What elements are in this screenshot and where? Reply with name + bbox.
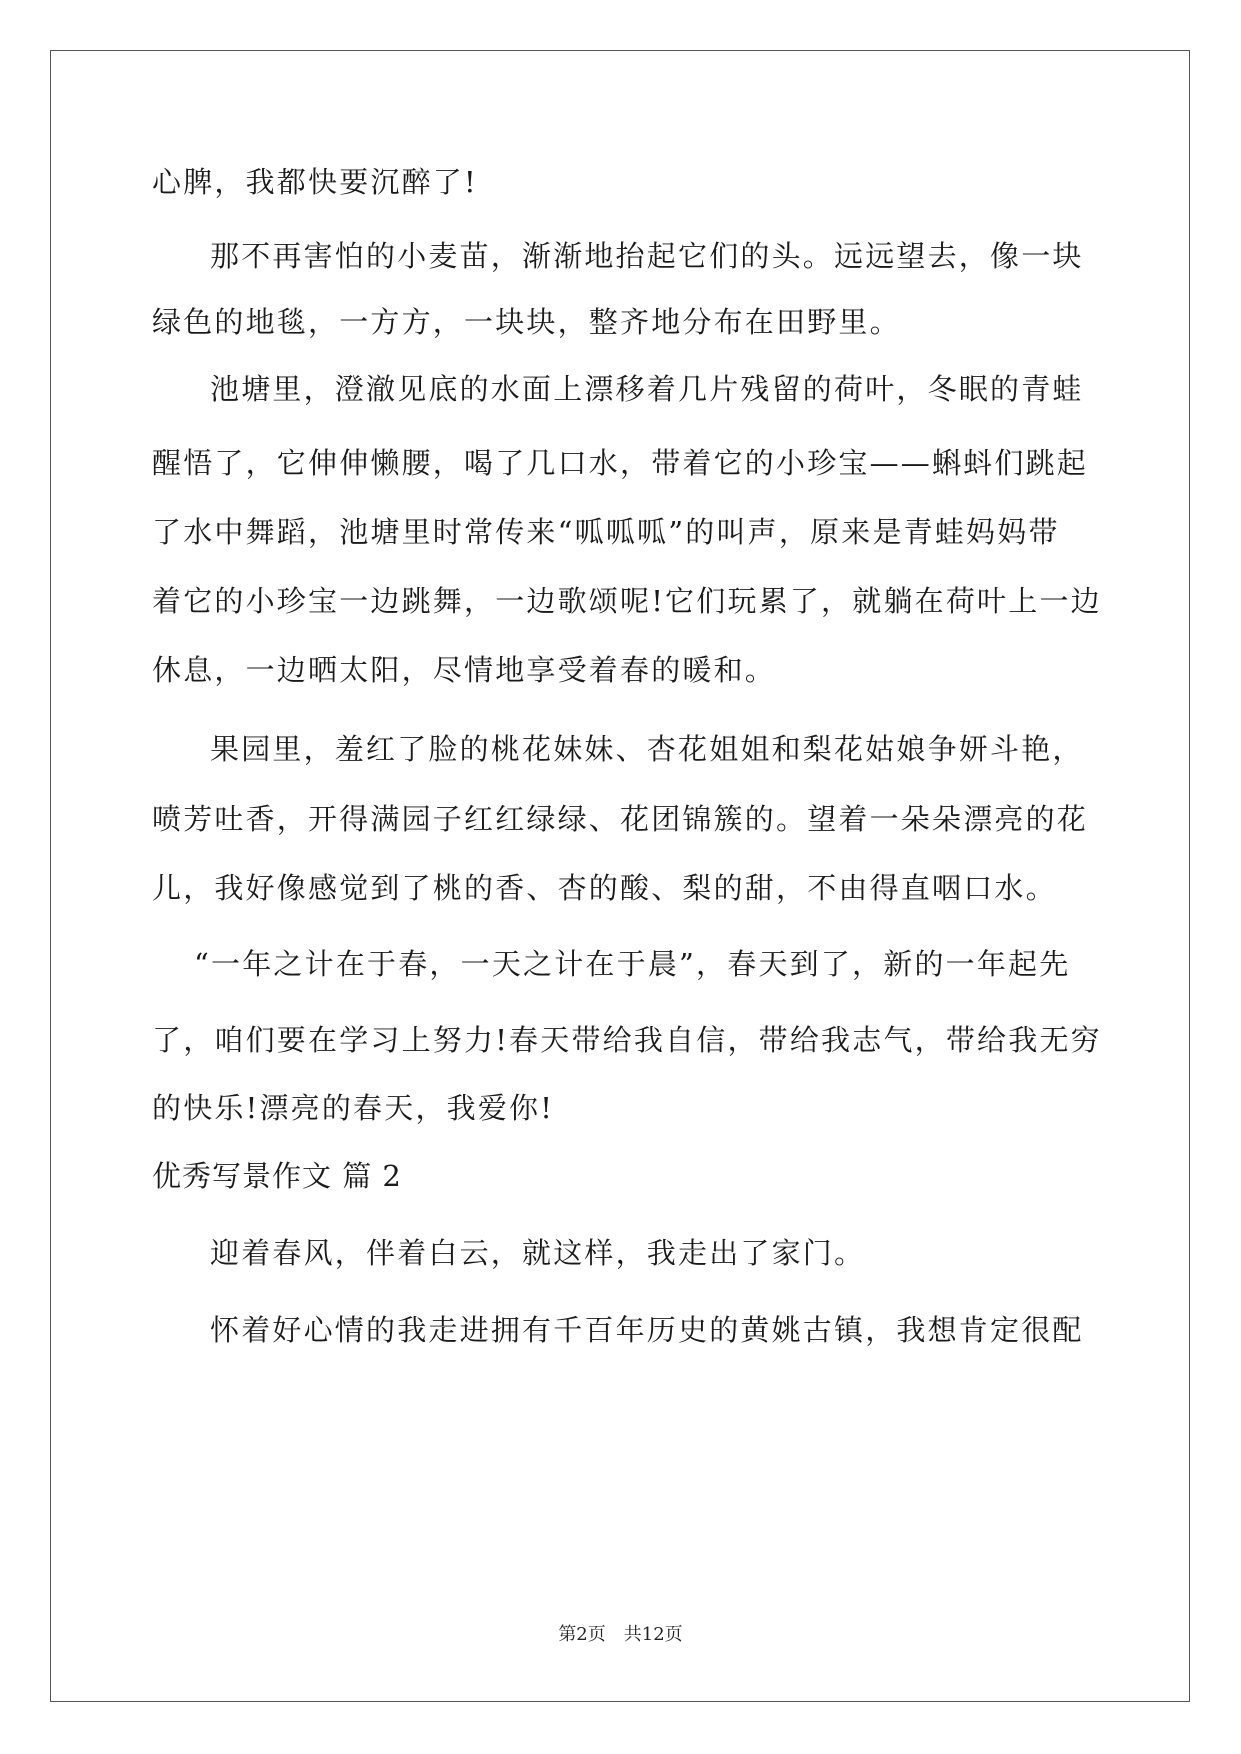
page-total: 共12页 [623,1624,683,1645]
text-line-10: 喷芳吐香，开得满园子红红绿绿、花团锦簇的。望着一朵朵漂亮的花 [152,802,1089,836]
text-line-3: 绿色的地毯，一方方，一块块，整齐地分布在田野里。 [152,305,901,339]
text-line-6: 了水中舞蹈，池塘里时常传来“呱呱呱”的叫声，原来是青蛙妈妈带 [152,515,1060,549]
text-line-5: 醒悟了，它伸伸懒腰，喝了几口水，带着它的小珍宝——蝌蚪们跳起 [152,446,1089,480]
text-line-14: 的快乐!漂亮的春天，我爱你! [152,1091,555,1125]
text-line-11: 儿，我好像感觉到了桃的香、杏的酸、梨的甜，不由得直咽口水。 [152,871,1057,905]
section-heading: 优秀写景作文 篇 2 [152,1159,402,1193]
text-line-17: 怀着好心情的我走进拥有千百年历史的黄姚古镇，我想肯定很配 [210,1313,1084,1347]
text-line-7: 着它的小珍宝一边跳舞，一边歌颂呢!它们玩累了，就躺在荷叶上一边 [152,584,1102,618]
text-line-12: “一年之计在于春，一天之计在于晨”，春天到了，新的一年起先 [194,947,1071,981]
text-line-2: 那不再害怕的小麦苗，渐渐地抬起它们的头。远远望去，像一块 [210,239,1084,273]
text-line-4: 池塘里，澄澈见底的水面上漂移着几片残留的荷叶，冬眠的青蛙 [210,372,1084,406]
text-line-13: 了，咱们要在学习上努力!春天带给我自信，带给我志气，带给我无穷 [152,1023,1102,1057]
text-line-9: 果园里，羞红了脸的桃花妹妹、杏花姐姐和梨花姑娘争妍斗艳， [210,732,1084,766]
text-line-1: 心脾，我都快要沉醉了! [152,165,478,199]
page-footer [0,1624,1241,1646]
page-number: 第2页 [558,1624,606,1645]
text-line-16: 迎着春风，伴着白云，就这样，我走出了家门。 [210,1236,866,1270]
text-line-8: 休息，一边晒太阳，尽情地享受着春的暖和。 [152,653,777,687]
